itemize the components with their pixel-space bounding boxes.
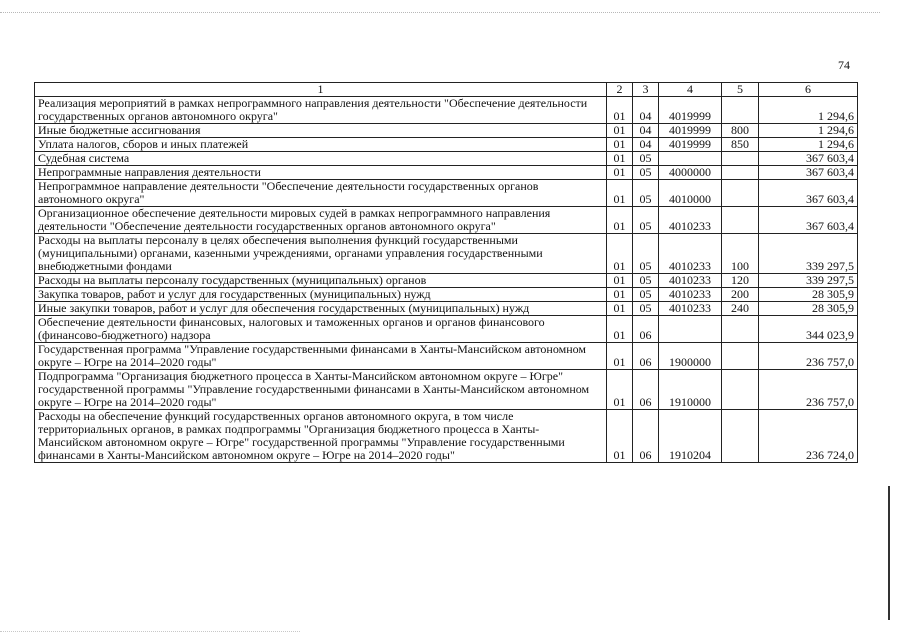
row-amount: 28 305,9 — [759, 302, 858, 316]
row-amount: 367 603,4 — [759, 207, 858, 234]
header-col-3: 3 — [633, 83, 659, 97]
row-amount: 339 297,5 — [759, 234, 858, 274]
table-row — [35, 166, 858, 180]
row-expense-type — [722, 316, 759, 343]
table-row — [35, 288, 858, 302]
row-target-code: 4019999 — [659, 97, 722, 124]
row-section: 01 — [607, 410, 633, 463]
budget-table — [34, 82, 858, 463]
header-col-5: 5 — [722, 83, 759, 97]
row-amount: 367 603,4 — [759, 152, 858, 166]
row-section: 01 — [607, 370, 633, 410]
row-target-code: 4019999 — [659, 124, 722, 138]
row-name: Расходы на выплаты персоналу государственных (муниципальных) органов — [35, 274, 607, 288]
row-target-code: 4010233 — [659, 207, 722, 234]
table-row — [35, 234, 858, 274]
page-number: 74 — [838, 58, 850, 72]
table-row — [35, 138, 858, 152]
row-expense-type — [722, 97, 759, 124]
row-subsection: 05 — [633, 234, 659, 274]
header-col-6: 6 — [759, 83, 858, 97]
row-section: 01 — [607, 180, 633, 207]
row-name: Судебная система — [35, 152, 607, 166]
row-name: Закупка товаров, работ и услуг для государственных (муниципальных) нужд — [35, 288, 607, 302]
row-section: 01 — [607, 302, 633, 316]
row-section: 01 — [607, 124, 633, 138]
row-target-code: 4010233 — [659, 274, 722, 288]
row-section: 01 — [607, 316, 633, 343]
table-row — [35, 124, 858, 138]
row-target-code: 1910000 — [659, 370, 722, 410]
row-subsection: 05 — [633, 274, 659, 288]
row-subsection: 06 — [633, 410, 659, 463]
row-subsection: 05 — [633, 207, 659, 234]
row-subsection: 05 — [633, 302, 659, 316]
row-subsection: 05 — [633, 288, 659, 302]
row-name: Реализация мероприятий в рамках непрограммного направления деятельности "Обеспечение деятельности государственных органов автономного округа" — [35, 97, 607, 124]
row-section: 01 — [607, 288, 633, 302]
row-name: Иные бюджетные ассигнования — [35, 124, 607, 138]
row-section: 01 — [607, 152, 633, 166]
row-subsection: 04 — [633, 124, 659, 138]
row-expense-type: 850 — [722, 138, 759, 152]
table-row — [35, 274, 858, 288]
row-name: Расходы на выплаты персоналу в целях обеспечения выполнения функций государственными (муниципальными) органами, казенными учреждениями, органами управления государственными внебюджетными фондами — [35, 234, 607, 274]
table-row — [35, 410, 858, 463]
row-amount: 367 603,4 — [759, 180, 858, 207]
row-amount: 1 294,6 — [759, 97, 858, 124]
table-row — [35, 370, 858, 410]
row-expense-type — [722, 343, 759, 370]
row-target-code: 1910204 — [659, 410, 722, 463]
header-col-2: 2 — [607, 83, 633, 97]
row-target-code: 4000000 — [659, 166, 722, 180]
row-expense-type — [722, 166, 759, 180]
row-subsection: 04 — [633, 138, 659, 152]
row-subsection: 05 — [633, 152, 659, 166]
row-amount: 236 757,0 — [759, 370, 858, 410]
scan-noise-top — [0, 12, 880, 14]
row-amount: 1 294,6 — [759, 124, 858, 138]
row-target-code: 1900000 — [659, 343, 722, 370]
table-row — [35, 180, 858, 207]
table-row — [35, 343, 858, 370]
row-target-code — [659, 316, 722, 343]
row-subsection: 06 — [633, 370, 659, 410]
row-section: 01 — [607, 97, 633, 124]
row-expense-type — [722, 180, 759, 207]
row-section: 01 — [607, 166, 633, 180]
row-name: Обеспечение деятельности финансовых, налоговых и таможенных органов и органов финансового (финансово-бюджетного) надзора — [35, 316, 607, 343]
row-target-code: 4010233 — [659, 234, 722, 274]
table-header-row — [35, 83, 858, 97]
row-subsection: 05 — [633, 166, 659, 180]
row-subsection: 06 — [633, 343, 659, 370]
row-expense-type — [722, 207, 759, 234]
row-name: Непрограммное направление деятельности "Обеспечение деятельности государственных органов автономного округа" — [35, 180, 607, 207]
table-row — [35, 97, 858, 124]
row-expense-type: 200 — [722, 288, 759, 302]
row-expense-type — [722, 410, 759, 463]
row-subsection: 04 — [633, 97, 659, 124]
row-expense-type: 120 — [722, 274, 759, 288]
row-target-code: 4010233 — [659, 288, 722, 302]
row-name: Государственная программа "Управление государственными финансами в Ханты-Мансийском автономном округе – Югре на 2014–2020 годы" — [35, 343, 607, 370]
table-row — [35, 302, 858, 316]
header-col-4: 4 — [659, 83, 722, 97]
scan-noise-bottom — [0, 631, 300, 633]
row-subsection: 06 — [633, 316, 659, 343]
row-amount: 236 757,0 — [759, 343, 858, 370]
row-target-code — [659, 152, 722, 166]
row-name: Непрограммные направления деятельности — [35, 166, 607, 180]
row-amount: 236 724,0 — [759, 410, 858, 463]
row-section: 01 — [607, 138, 633, 152]
row-section: 01 — [607, 207, 633, 234]
row-name: Организационное обеспечение деятельности мировых судей в рамках непрограммного направления деятельности "Обеспечение деятельности государственных органов автономного округа" — [35, 207, 607, 234]
header-col-1: 1 — [35, 83, 607, 97]
row-target-code: 4010000 — [659, 180, 722, 207]
row-amount: 339 297,5 — [759, 274, 858, 288]
row-name: Расходы на обеспечение функций государственных органов автономного округа, в том числе территориальных органов, в рамках подпрограммы "Организация бюджетного процесса в Ханты-Мансийском автономном округе – Югре" государственной программы "Управление государственными финансами в Ханты-Мансийском автономном округе – Югре на 2014–2020 годы" — [35, 410, 607, 463]
row-expense-type: 240 — [722, 302, 759, 316]
row-target-code: 4019999 — [659, 138, 722, 152]
row-amount: 1 294,6 — [759, 138, 858, 152]
row-expense-type — [722, 152, 759, 166]
table-row — [35, 207, 858, 234]
row-name: Уплата налогов, сборов и иных платежей — [35, 138, 607, 152]
row-section: 01 — [607, 343, 633, 370]
row-name: Подпрограмма "Организация бюджетного процесса в Ханты-Мансийском автономном округе – Югре" государственной программы "Управление государственными финансами в Ханты-Мансийском автономном округе – Югре на 2014–2020 годы" — [35, 370, 607, 410]
row-section: 01 — [607, 274, 633, 288]
row-expense-type — [722, 370, 759, 410]
scan-edge-mark — [888, 486, 890, 620]
row-expense-type: 800 — [722, 124, 759, 138]
row-amount: 344 023,9 — [759, 316, 858, 343]
row-amount: 28 305,9 — [759, 288, 858, 302]
row-amount: 367 603,4 — [759, 166, 858, 180]
row-subsection: 05 — [633, 180, 659, 207]
table-row — [35, 316, 858, 343]
row-section: 01 — [607, 234, 633, 274]
row-expense-type: 100 — [722, 234, 759, 274]
row-name: Иные закупки товаров, работ и услуг для обеспечения государственных (муниципальных) нужд — [35, 302, 607, 316]
table-row — [35, 152, 858, 166]
row-target-code: 4010233 — [659, 302, 722, 316]
